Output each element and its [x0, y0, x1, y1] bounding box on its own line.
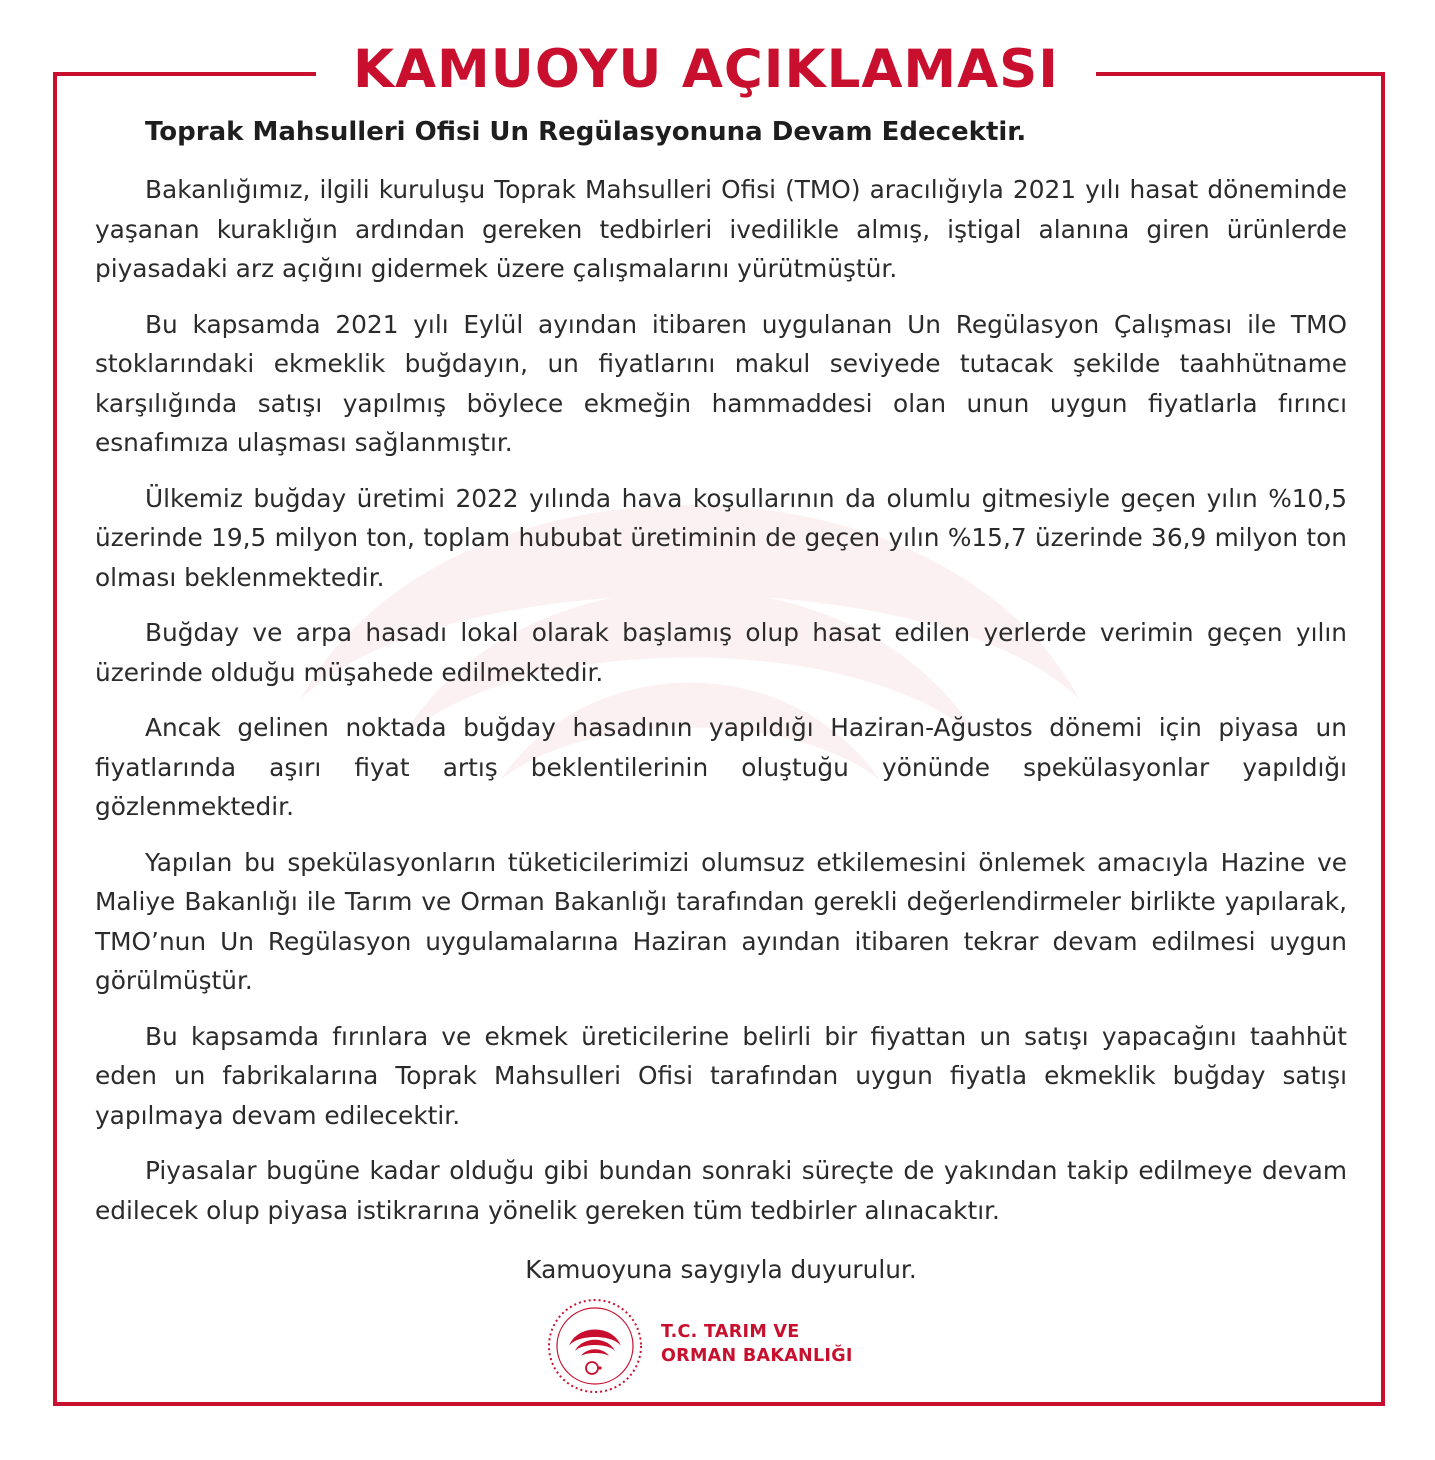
paragraph: Piyasalar bugüne kadar olduğu gibi bundan sonraki süreçte de yakından takip edilmeye devam edilecek olup piyasa istikrarına yönelik gereken tüm tedbirler alınacaktır.	[95, 1156, 1347, 1225]
ministry-name-line-2: ORMAN BAKANLIĞI	[661, 1346, 853, 1366]
page-title: KAMUOYU AÇIKLAMASI	[352, 39, 1060, 100]
statement-body	[95, 170, 1347, 1246]
paragraph: Ancak gelinen noktada buğday hasadının yapıldığı Haziran-Ağustos dönemi için piyasa un fiyatlarında aşırı fiyat artış beklentilerinin oluştuğu yönünde spekülasyonlar yapıldığı gözlenmektedir.	[95, 713, 1347, 821]
paragraph: Ülkemiz buğday üretimi 2022 yılında hava koşullarının da olumlu gitmesiyle geçen yılın %10,5 üzerinde 19,5 milyon ton, toplam hububat üretiminin de geçen yılın %15,7 üzerinde 36,9 milyon ton olması beklenmektedir.	[95, 483, 1347, 592]
paragraph: Buğday ve arpa hasadı lokal olarak başlamış olup hasat edilen yerlerde verimin geçen yılın üzerinde olduğu müşahede edilmektedir.	[95, 618, 1347, 687]
document-subtitle: Toprak Mahsulleri Ofisi Un Regülasyonuna Devam Edecektir.	[145, 117, 1027, 147]
closing-line: Kamuoyuna saygıyla duyurulur.	[525, 1255, 917, 1284]
ministry-name-line-1: T.C. TARIM VE	[661, 1322, 800, 1342]
paragraph: Yapılan bu spekülasyonların tüketicilerimizi olumsuz etkilemesini önlemek amacıyla Hazine ve Maliye Bakanlığı ile Tarım ve Orman Bakanlığı tarafından gerekli değerlendirmeler birlikte yapılarak, TMO’nun Un Regülasyon uygulamalarına Haziran ayından itibaren tekrar devam edilmesi uygun görülmüştür.	[95, 847, 1347, 995]
ministry-logo	[545, 1296, 875, 1398]
ministry-seal-icon	[545, 1296, 645, 1396]
paragraph: Bu kapsamda fırınlara ve ekmek üreticilerine belirli bir fiyattan un satışı yapacağını taahhüt eden un fabrikalarına Toprak Mahsulleri Ofisi tarafından uygun fiyatla ekmeklik buğday satışı yapılmaya devam edilecektir.	[95, 1021, 1347, 1130]
ministry-name	[661, 1320, 853, 1368]
paragraph: Bakanlığımız, ilgili kuruluşu Toprak Mahsulleri Ofisi (TMO) aracılığıyla 2021 yılı hasat döneminde yaşanan kuraklığın ardından gereken tedbirleri ivedilikle almış, iştigal alanına giren ürünlerde piyasadaki arz açığını gidermek üzere çalışmalarını yürütmüştür.	[95, 175, 1347, 283]
paragraph: Bu kapsamda 2021 yılı Eylül ayından itibaren uygulanan Un Regülasyon Çalışması ile TMO stoklarındaki ekmeklik buğdayın, un fiyatlarını makul seviyede tutacak şekilde taahhütname karşılığında satışı yapılmış böylece ekmeğin hammaddesi olan unun uygun fiyatlarla fırıncı esnafımıza ulaşması sağlanmıştır.	[95, 309, 1347, 457]
